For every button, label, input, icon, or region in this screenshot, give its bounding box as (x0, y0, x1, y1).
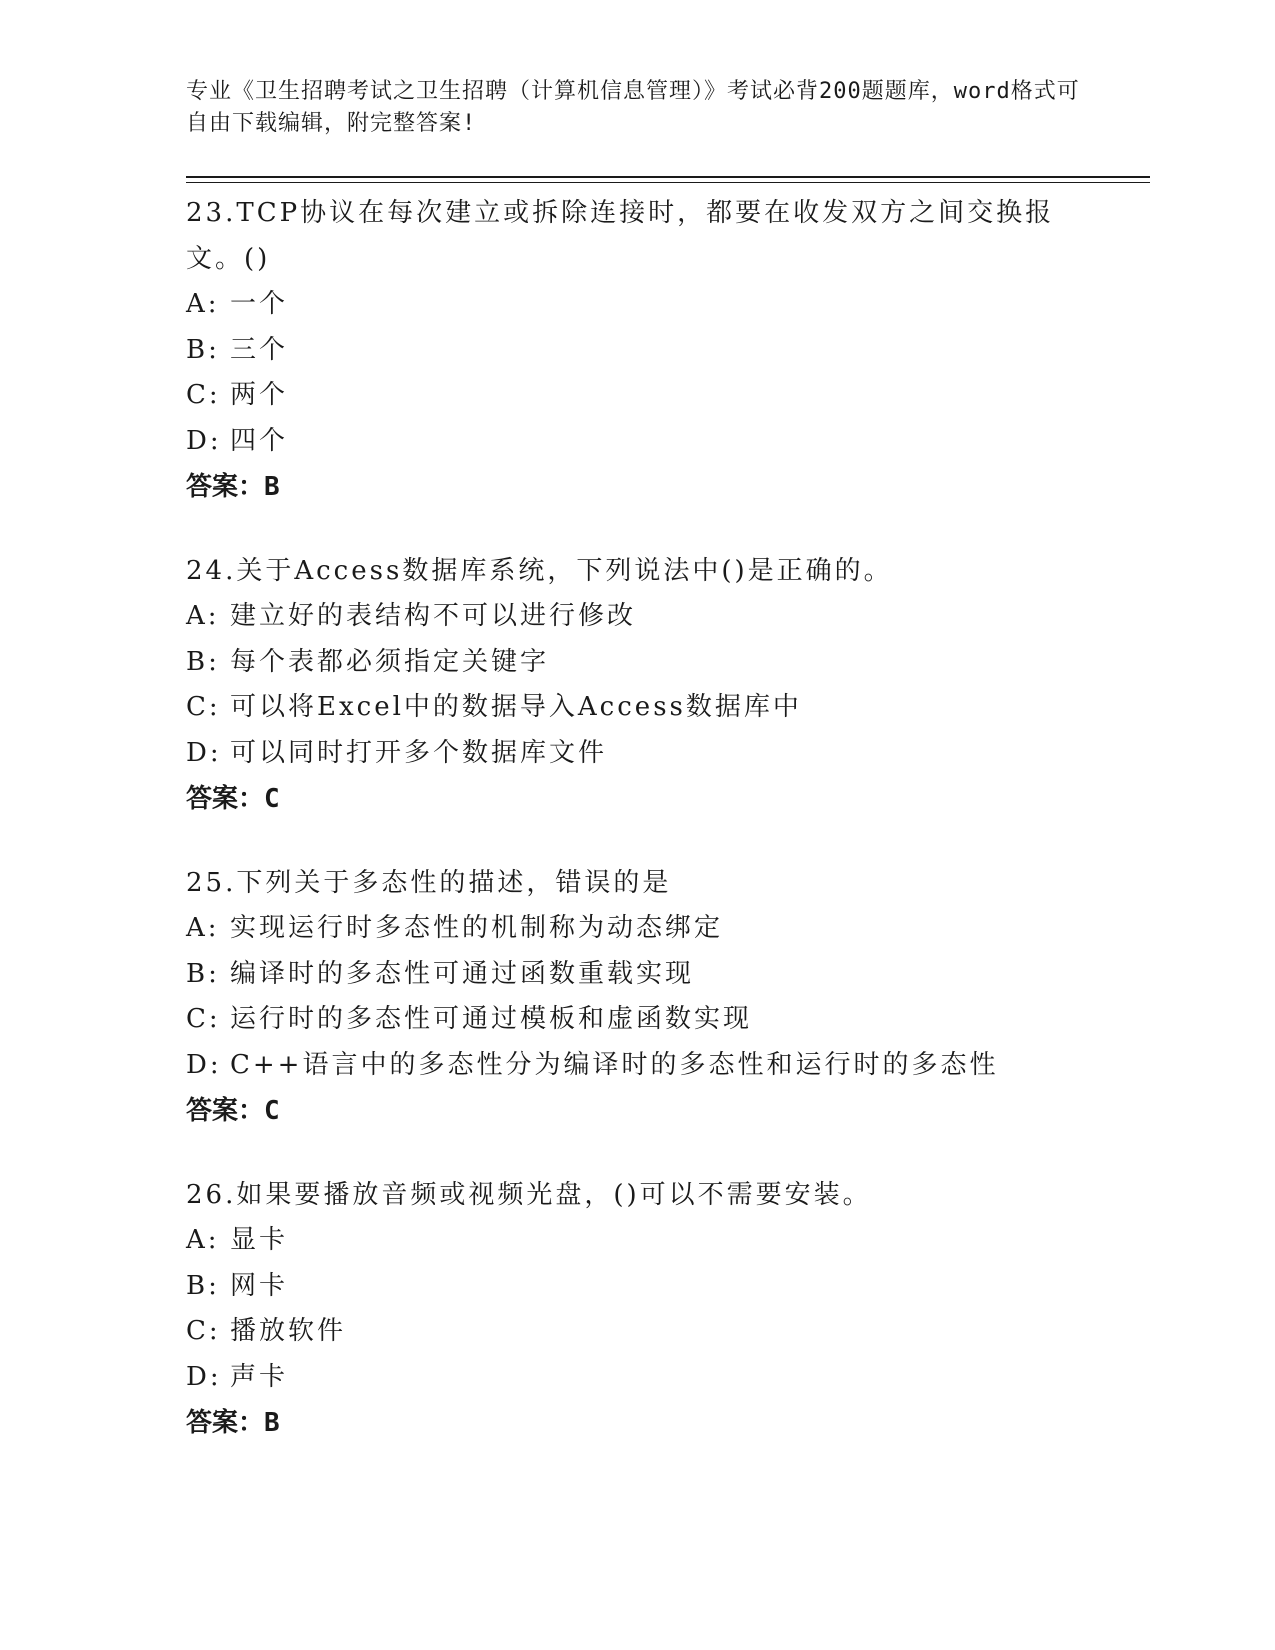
option-a (186, 1218, 1150, 1264)
answer-label: 答案： (186, 1096, 265, 1126)
option-key: A: (186, 913, 220, 943)
option-a (186, 906, 1150, 952)
option-key: B: (186, 646, 220, 677)
option-text: 两个 (230, 380, 289, 410)
option-d (186, 731, 1150, 777)
option-c (186, 997, 1150, 1043)
option-key: B: (186, 334, 220, 365)
answer-label: 答案： (186, 472, 265, 502)
answer-value: B (264, 1408, 280, 1438)
option-a (186, 282, 1150, 328)
option-text: C++语言中的多态性分为编译时的多态性和运行时的多态性 (230, 1049, 999, 1080)
option-key: B: (186, 1270, 220, 1301)
option-text: 三个 (230, 334, 289, 365)
option-b (186, 640, 1150, 686)
answer-line (186, 1088, 1150, 1134)
option-key: D: (186, 737, 222, 768)
option-key: B: (186, 958, 220, 989)
option-key: C: (186, 692, 221, 722)
option-key: D: (186, 1361, 222, 1392)
option-d (186, 419, 1150, 465)
option-text: 网卡 (230, 1270, 289, 1301)
option-b (186, 328, 1150, 374)
document-header: 专业《卫生招聘考试之卫生招聘（计算机信息管理）》考试必背200题题库，word格式可自由下载编辑，附完整答案! (186, 79, 1080, 136)
option-text: 运行时的多态性可通过模板和虚函数实现 (230, 1004, 753, 1034)
option-key: C: (186, 1004, 221, 1034)
header-rule-thin (186, 182, 1150, 183)
answer-line (186, 776, 1150, 822)
answer-line (186, 464, 1150, 510)
question-23 (186, 190, 1150, 510)
option-text: 实现运行时多态性的机制称为动态绑定 (230, 913, 724, 943)
option-c (186, 1309, 1150, 1355)
question-stem: 26.如果要播放音频或视频光盘，()可以不需要安装。 (186, 1180, 872, 1210)
question-25 (186, 860, 1150, 1134)
option-key: C: (186, 1316, 221, 1346)
option-c (186, 685, 1150, 731)
option-key: D: (186, 425, 222, 456)
option-b (186, 1264, 1150, 1310)
option-text: 声卡 (230, 1361, 289, 1392)
option-text: 可以同时打开多个数据库文件 (230, 737, 608, 768)
question-24 (186, 548, 1150, 822)
option-key: D: (186, 1049, 222, 1080)
answer-label: 答案： (186, 1408, 265, 1438)
option-text: 可以将Excel中的数据导入Access数据库中 (230, 692, 802, 722)
question-26 (186, 1172, 1150, 1446)
option-c (186, 373, 1150, 419)
question-stem: 24.关于Access数据库系统，下列说法中()是正确的。 (186, 556, 893, 586)
option-b (186, 952, 1150, 998)
option-key: C: (186, 380, 221, 410)
option-key: A: (186, 289, 220, 319)
option-key: A: (186, 601, 220, 631)
option-d (186, 1355, 1150, 1401)
question-stem: 23.TCP协议在每次建立或拆除连接时，都要在收发双方之间交换报文。() (186, 198, 1055, 274)
option-text: 每个表都必须指定关键字 (230, 646, 550, 677)
answer-value: C (264, 1096, 280, 1126)
option-text: 播放软件 (230, 1316, 347, 1346)
option-text: 四个 (230, 425, 289, 456)
question-stem: 25.下列关于多态性的描述，错误的是 (186, 868, 672, 898)
answer-line (186, 1400, 1150, 1446)
option-text: 一个 (230, 289, 289, 319)
header-rule-thick (186, 176, 1150, 178)
option-text: 建立好的表结构不可以进行修改 (230, 601, 637, 631)
option-d (186, 1043, 1150, 1089)
answer-value: C (264, 784, 280, 814)
option-a (186, 594, 1150, 640)
question-list (186, 190, 1150, 1484)
answer-label: 答案： (186, 784, 265, 814)
option-text: 显卡 (230, 1225, 289, 1255)
option-key: A: (186, 1225, 220, 1255)
option-text: 编译时的多态性可通过函数重载实现 (230, 958, 695, 989)
answer-value: B (264, 472, 280, 502)
